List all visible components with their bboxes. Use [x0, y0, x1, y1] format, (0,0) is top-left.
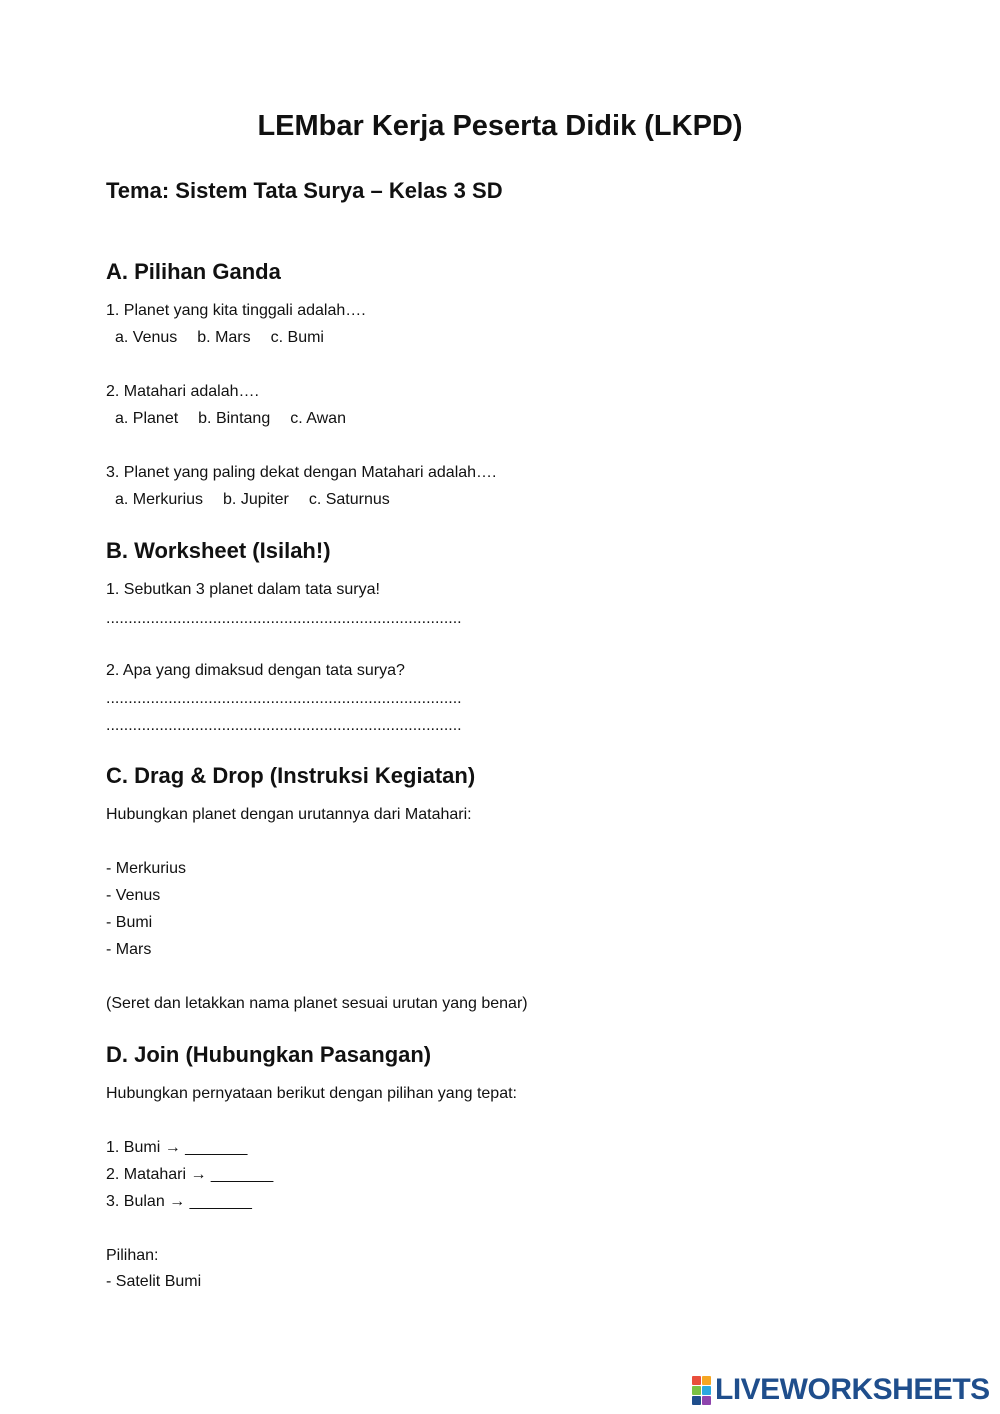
question-a2: 2. Matahari adalah…. [106, 383, 259, 400]
theme-heading: Tema: Sistem Tata Surya – Kelas 3 SD [106, 178, 503, 203]
section-a-heading: A. Pilihan Ganda [106, 259, 281, 284]
option-a3-c[interactable]: c. Saturnus [308, 491, 390, 508]
drag-item-bumi[interactable]: - Bumi [106, 914, 153, 931]
section-c-heading: C. Drag & Drop (Instruksi Kegiatan) [106, 763, 476, 788]
question-b1: 1. Sebutkan 3 planet dalam tata surya! [106, 581, 380, 598]
option-a3-a[interactable]: a. Merkurius [115, 491, 204, 508]
section-b-heading: B. Worksheet (Isilah!) [106, 538, 331, 563]
join-item-bulan[interactable]: 3. Bulan → _______ [106, 1193, 252, 1210]
join-item-bumi[interactable]: 1. Bumi → _______ [106, 1139, 248, 1156]
answer-field-b1[interactable]: ................................................................................ [106, 610, 462, 627]
choices-label: Pilihan: [106, 1247, 159, 1264]
options-a2 [115, 408, 366, 430]
option-a2-c[interactable]: c. Awan [290, 410, 346, 427]
option-a2-b[interactable]: b. Bintang [198, 410, 271, 427]
option-a2-a[interactable]: a. Planet [115, 410, 179, 427]
options-a3 [115, 489, 410, 511]
question-a3: 3. Planet yang paling dekat dengan Matahari adalah…. [106, 464, 497, 481]
answer-field-b2-line1[interactable]: ................................................................................ [106, 690, 462, 707]
question-a1: 1. Planet yang kita tinggali adalah…. [106, 302, 366, 319]
question-b2: 2. Apa yang dimaksud dengan tata surya? [106, 662, 405, 679]
option-a1-c[interactable]: c. Bumi [270, 329, 324, 346]
join-item-matahari[interactable]: 2. Matahari → _______ [106, 1166, 274, 1183]
liveworksheets-logo-text: LIVEWORKSHEETS [715, 1373, 990, 1406]
option-a1-b[interactable]: b. Mars [197, 329, 251, 346]
options-a1 [115, 327, 344, 349]
liveworksheets-logo [692, 1374, 990, 1406]
answer-field-b2-line2[interactable]: ................................................................................ [106, 717, 462, 734]
page-title: LEMbar Kerja Peserta Didik (LKPD) [257, 110, 743, 142]
drag-item-venus[interactable]: - Venus [106, 887, 161, 904]
option-a3-b[interactable]: b. Jupiter [223, 491, 289, 508]
section-d-instruction: Hubungkan pernyataan berikut dengan pilihan yang tepat: [106, 1085, 517, 1102]
section-c-instruction: Hubungkan planet dengan urutannya dari Matahari: [106, 806, 472, 823]
option-a1-a[interactable]: a. Venus [115, 329, 178, 346]
section-c-note: (Seret dan letakkan nama planet sesuai urutan yang benar) [106, 995, 528, 1012]
section-d-heading: D. Join (Hubungkan Pasangan) [106, 1042, 432, 1067]
liveworksheets-logo-icon [692, 1376, 711, 1405]
choice-satelit-bumi[interactable]: - Satelit Bumi [106, 1273, 202, 1290]
drag-item-mars[interactable]: - Mars [106, 941, 152, 958]
drag-item-merkurius[interactable]: - Merkurius [106, 860, 187, 877]
